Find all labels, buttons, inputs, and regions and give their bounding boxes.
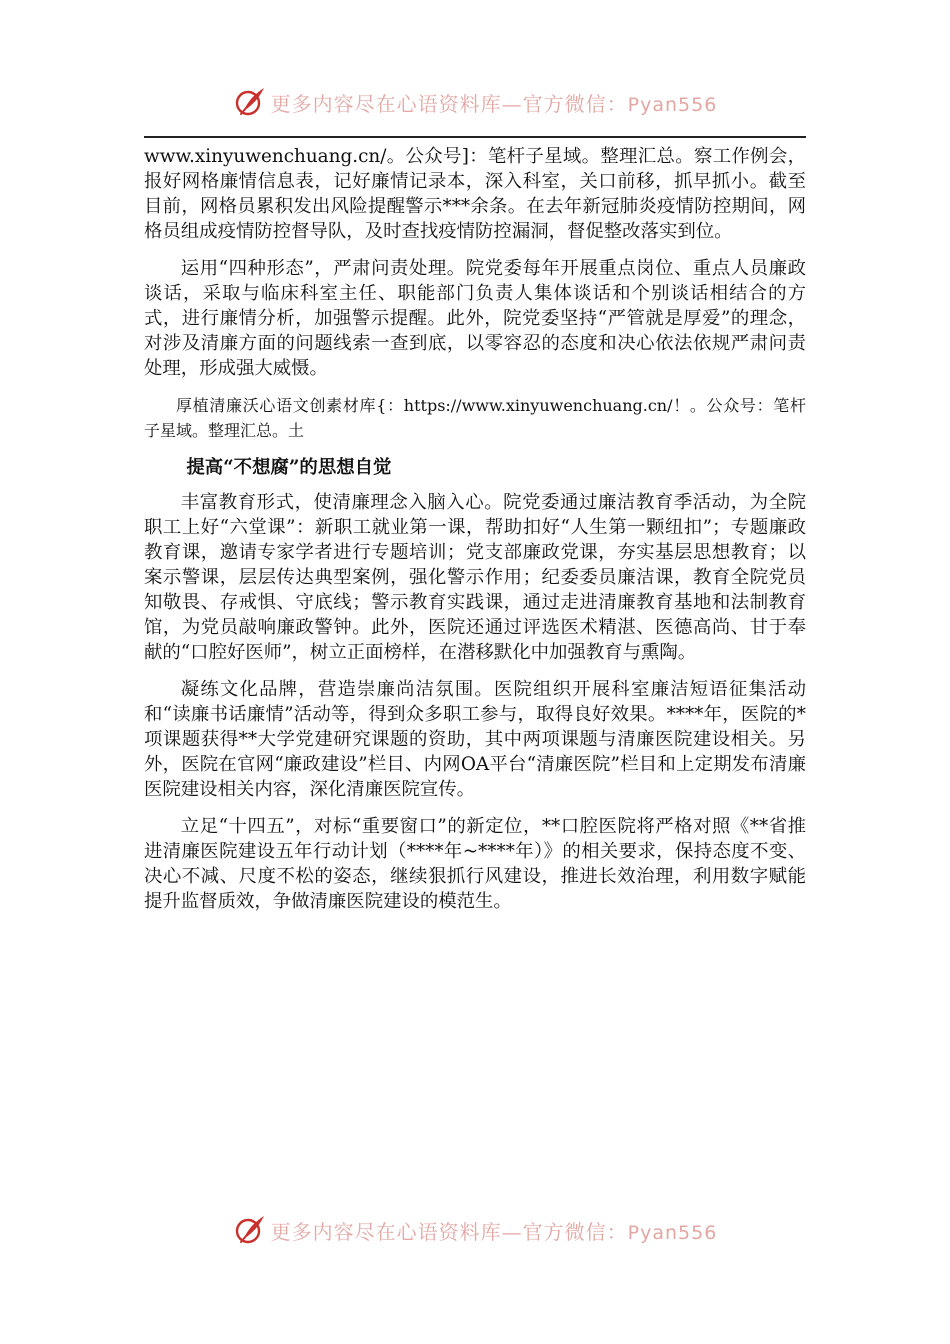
header-banner-text: 更多内容尽在心语资料库—官方微信：Pyan556 [270,91,718,116]
header-banner [0,80,950,124]
quill-logo-icon [233,85,267,119]
quill-logo-icon [233,1213,267,1247]
paragraph-2: 运用“四种形态”，严肃问责处理。院党委每年开展重点岗位、重点人员廉政谈话，采取与临床科室主任、职能部门负责人集体谈话和个别谈话相结合的方式，进行廉情分析，加强警示提醒。此外，院党委坚持“严管就是厚爱”的理念，对涉及清廉方面的问题线索一查到底，以零容忍的态度和决心依法依规严肃问责处理，形成强大威慑。 [144,258,806,379]
paragraph-6: 立足“十四五”，对标“重要窗口”的新定位，**口腔医院将严格对照《**省推进清廉医院建设五年行动计划（****年~****年）》的相关要求，保持态度不变、决心不减、尺度不松的姿态，继续狠抓行风建设，推进长效治理，利用数字赋能提升监督质效，争做清廉医院建设的模范生。 [144,816,806,912]
section-heading: 提高“不想腐”的思想自觉 [186,457,392,478]
paragraph-5: 凝练文化品牌，营造崇廉尚洁氛围。医院组织开展科室廉洁短语征集活动和“读廉书话廉情”活动等，得到众多职工参与，取得良好效果。****年，医院的*项课题获得**大学党建研究课题的资助，其中两项课题与清廉医院建设相关。另外，医院在官网“廉政建设”栏目、内网OA平台“清廉医院”栏目和上定期发布清廉医院建设相关内容，深化清廉医院宣传。 [144,679,806,800]
header-divider [144,136,806,138]
paragraph-1: www.xinyuwenchuang.cn/。公众号]：笔杆子星域。整理汇总。察工作例会，报好网格廉情信息表，记好廉情记录本，深入科室，关口前移，抓早抓小。截至目前，网格员累积发出风险提醒警示***余条。在去年新冠肺炎疫情防控期间，网格员组成疫情防控督导队，及时查找疫情防控漏洞，督促整改落实到位。 [144,146,806,242]
document-body [144,144,806,926]
paragraph-4: 丰富教育形式，使清廉理念入脑入心。院党委通过廉洁教育季活动，为全院职工上好“六堂课”：新职工就业第一课，帮助扣好“人生第一颗纽扣”；专题廉政教育课，邀请专家学者进行专题培训；党支部廉政党课，夯实基层思想教育；以案示警课，层层传达典型案例，强化警示作用；纪委委员廉洁课，教育全院党员知敬畏、存戒惧、守底线；警示教育实践课，通过走进清廉教育基地和法制教育馆，为党员敲响廉政警钟。此外，医院还通过评选医术精湛、医德高尚、甘于奉献的“口腔好医师”，树立正面榜样，在潜移默化中加强教育与熏陶。 [144,492,806,663]
footer-banner [0,1208,950,1252]
footer-banner-text: 更多内容尽在心语资料库—官方微信：Pyan556 [270,1219,718,1244]
paragraph-3: 厚植清廉沃心语文创素材库{：https://www.xinyuwenchuang.cn/！。公众号：笔杆子星域。整理汇总。土 [144,396,806,440]
